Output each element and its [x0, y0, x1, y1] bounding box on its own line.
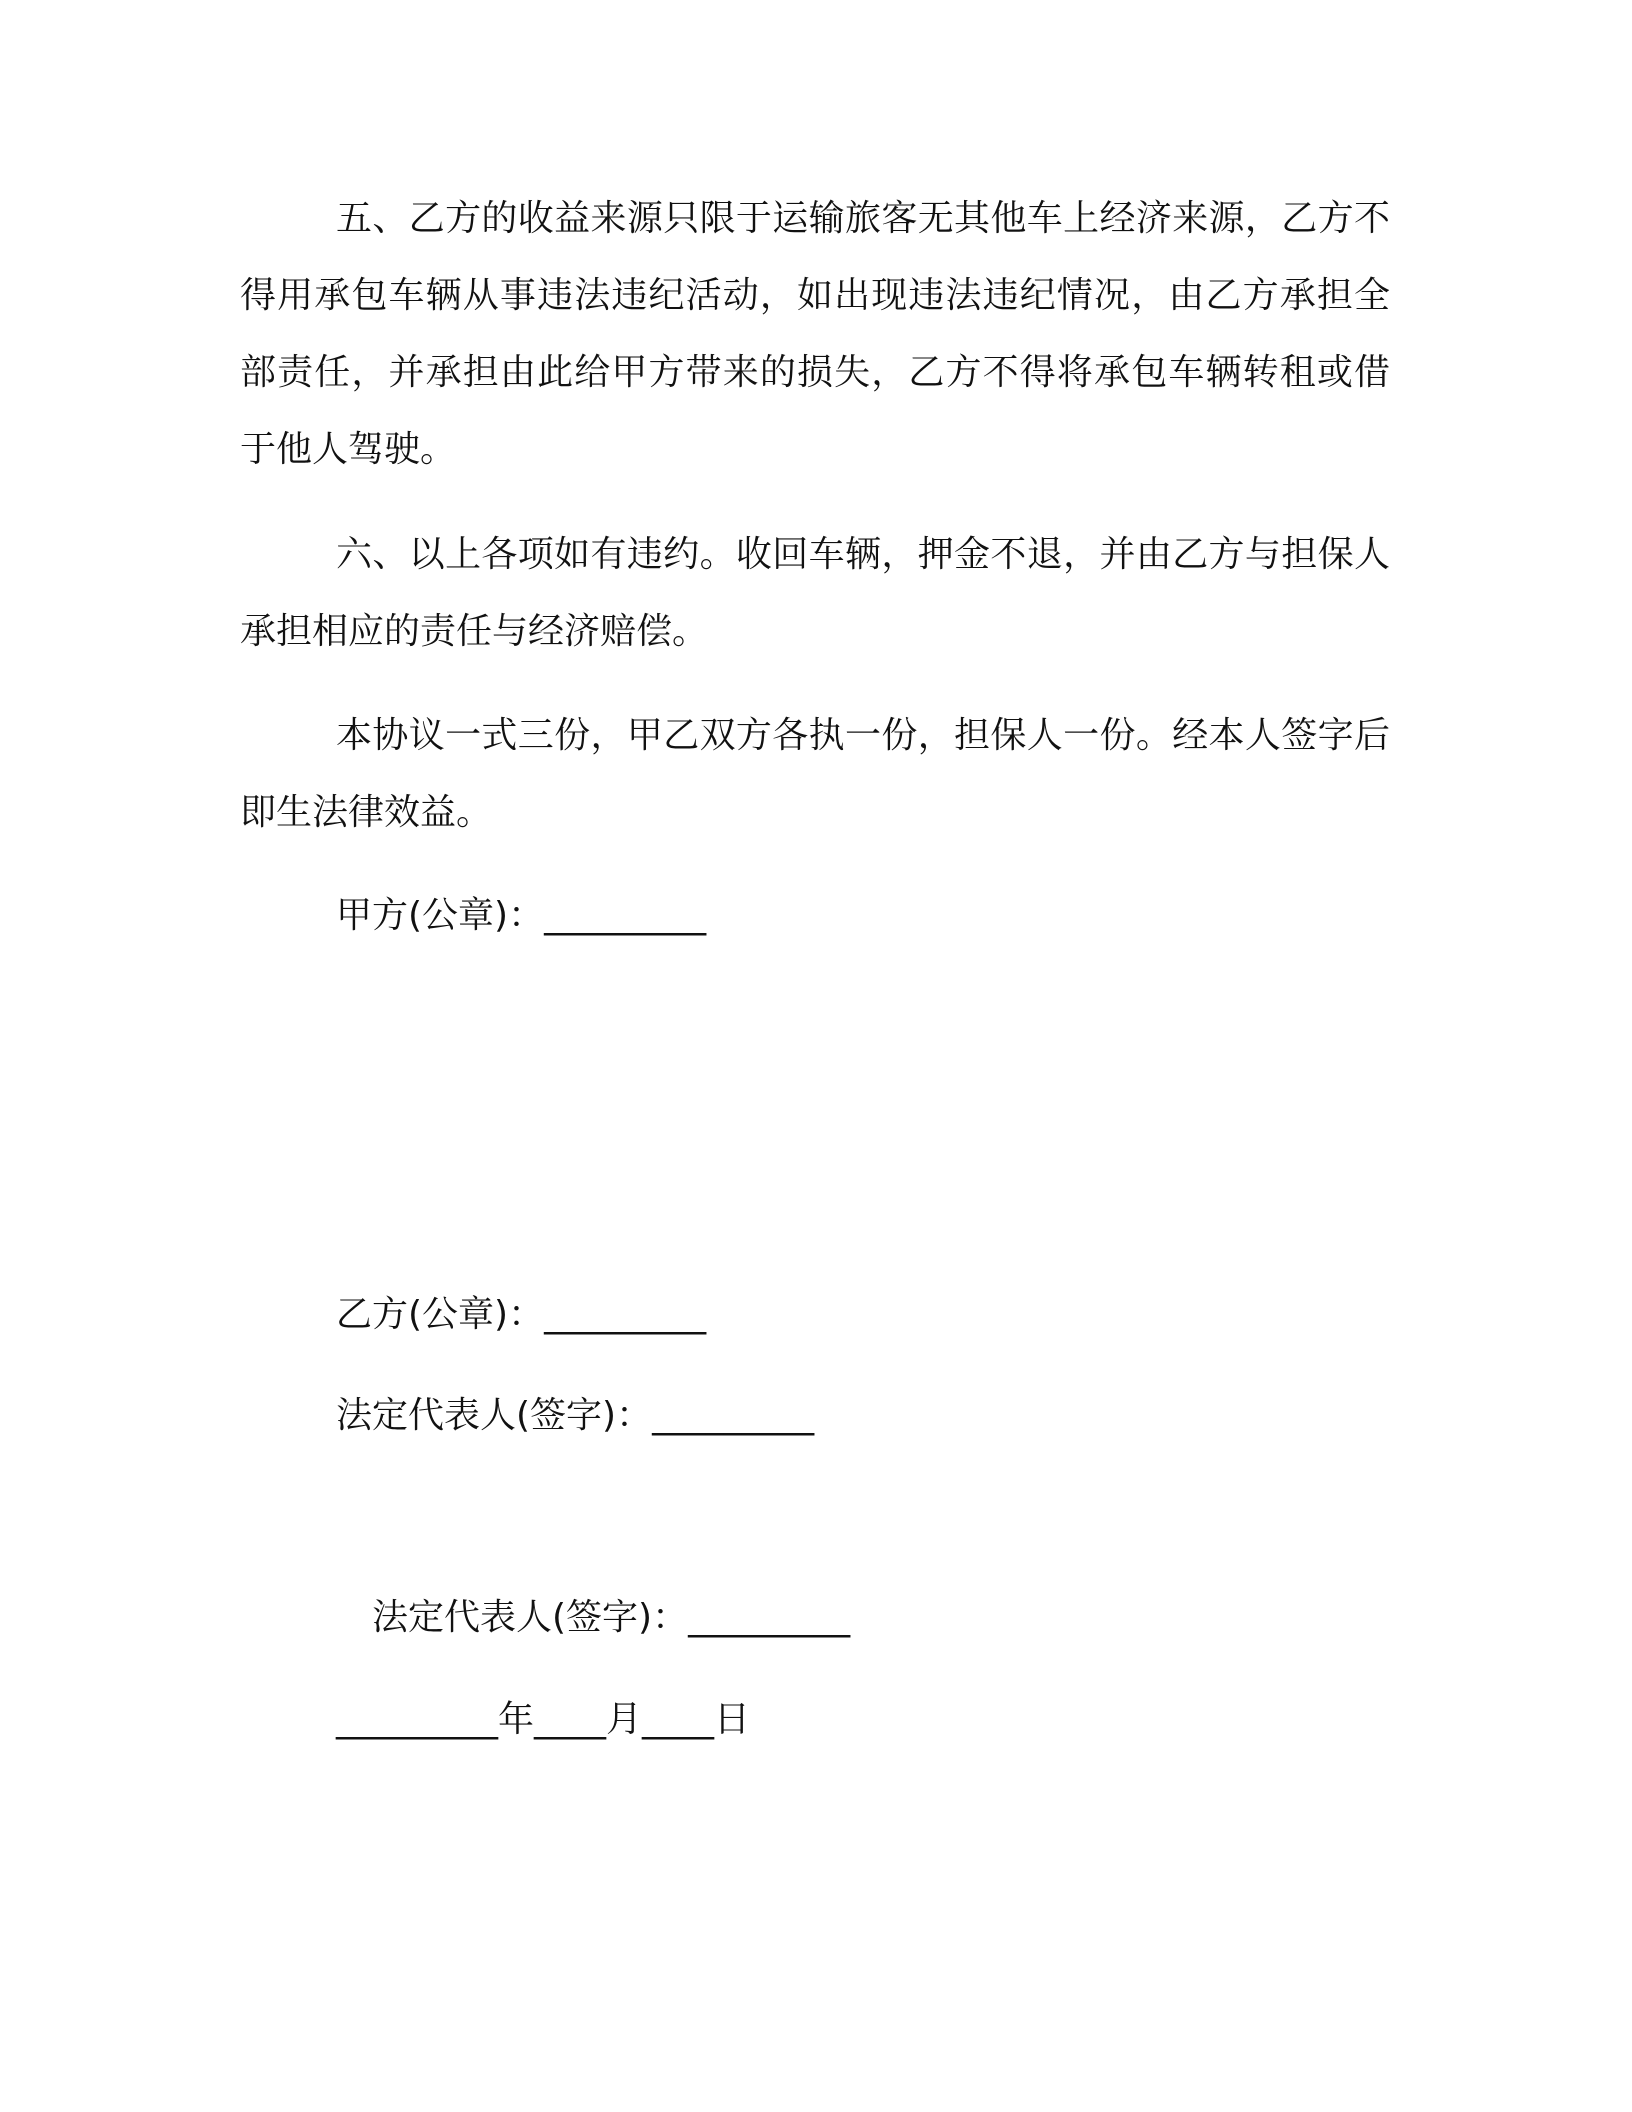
- party-a-seal-line: 甲方(公章)：_________: [336, 895, 707, 936]
- clause-six: 六、以上各项如有违约。收回车辆，押金不退，并由乙方与担保人承担相应的责任与经济赔偿。: [240, 534, 1390, 652]
- party-b-seal-line: 乙方(公章)：_________: [336, 1294, 707, 1335]
- closing-clause: 本协议一式三份，甲乙双方各执一份，担保人一份。经本人签字后即生法律效益。: [240, 715, 1390, 833]
- legal-representative-signature-line: 法定代表人(签字)：_________: [336, 1395, 815, 1436]
- clause-five: 五、乙方的收益来源只限于运输旅客无其他车上经济来源，乙方不得用承包车辆从事违法违纪活动，如出现违法违纪情况，由乙方承担全部责任，并承担由此给甲方带来的损失，乙方不得将承包车辆转租或借于他人驾驶。: [240, 198, 1390, 470]
- legal-representative-signature-line-2: 法定代表人(签字)：_________: [372, 1597, 851, 1638]
- date-line: _________年____月____日: [336, 1699, 750, 1740]
